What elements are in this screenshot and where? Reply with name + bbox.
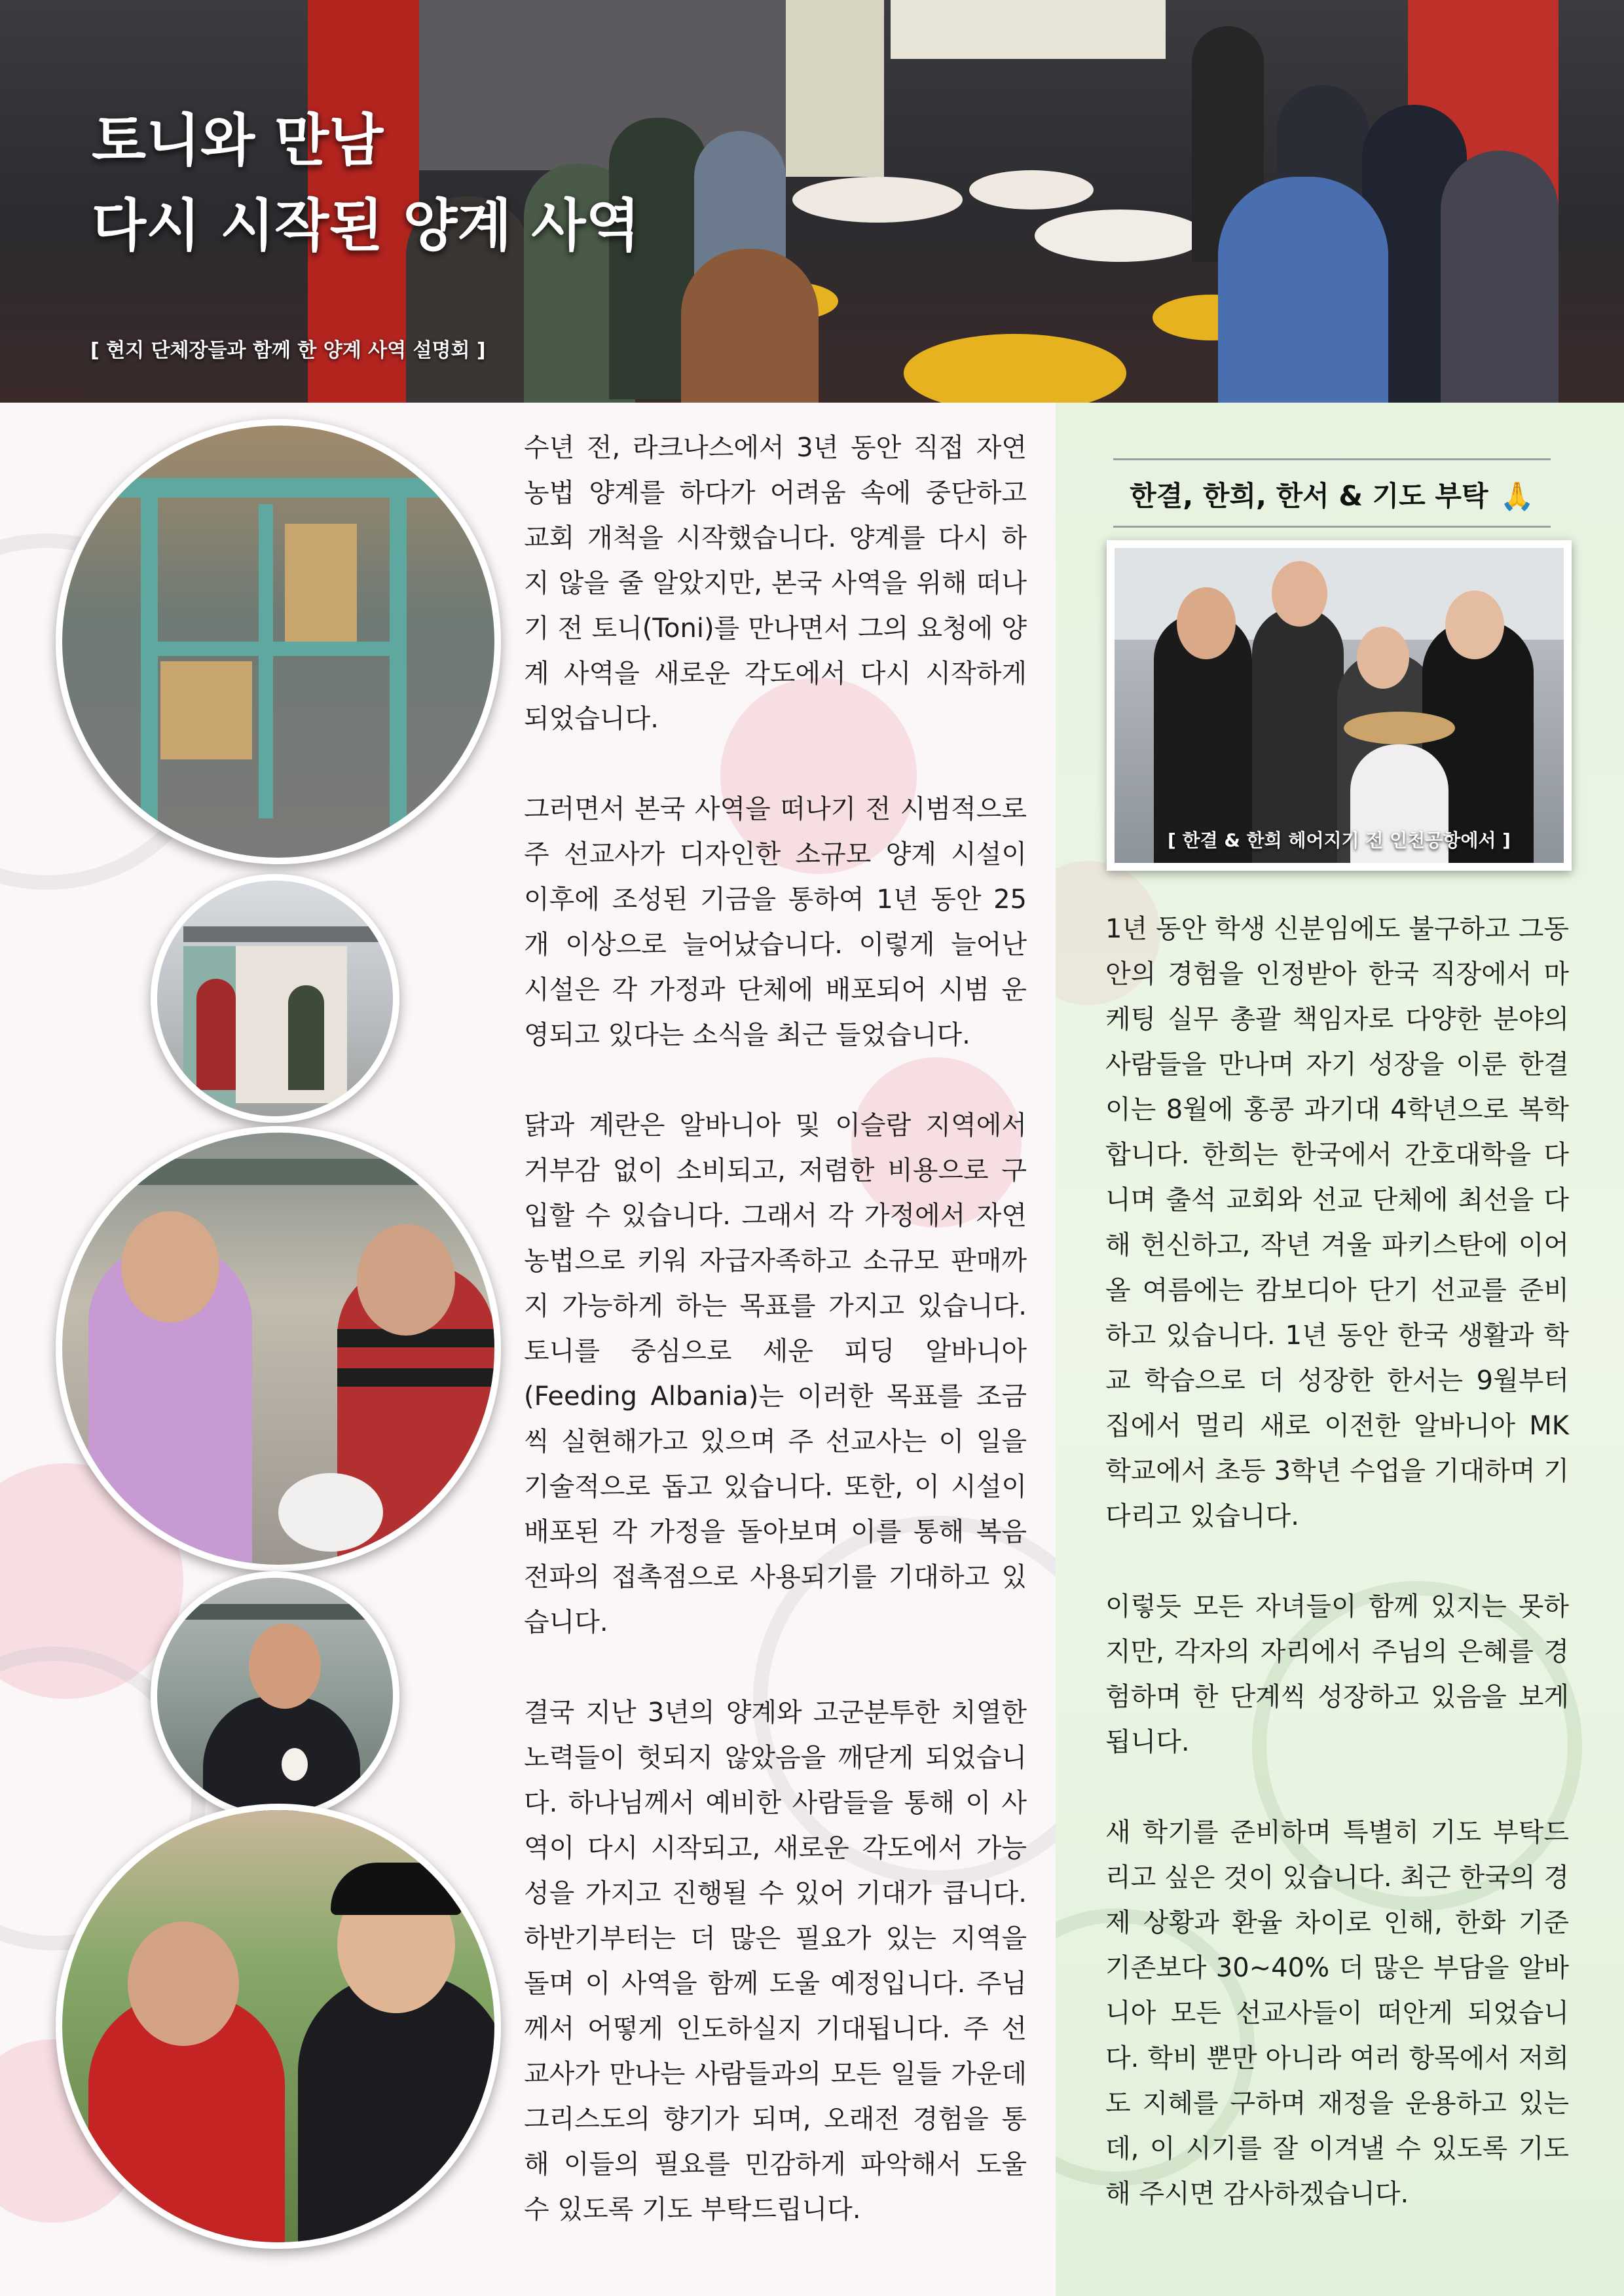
header-photo [0,0,1624,403]
sidebar-article [1105,907,1569,2262]
hero-person [1441,151,1559,403]
sidebar-paragraph-1: 1년 동안 학생 신분임에도 불구하고 그동안의 경험을 인정받아 한국 직장에서 마케팅 실무 총괄 책임자로 다양한 분야의 사람들을 만나며 자기 성장을 이룬 한결이는 8월에 홍콩 과기대 4학년으로 복학합니다. 한희는 한국에서 간호대학을 다니며 출석 교회와 선교 단체에 최선을 다해 헌신하고, 작년 겨울 파키스탄에 이어 올 여름에는 캄보디아 단기 선교를 준비하고 있습니다. 1년 동안 한국 생활과 학교 학습으로 더 성장한 한서는 9월부터 집에서 멀리 새로 이전한 알바니아 MK 학교에서 초등 3학년 수업을 기대하며 기다리고 있습니다. [1105,914,1569,1531]
page-title-line2: 다시 시작된 양계 사역 [92,193,640,259]
main-paragraph-4: 결국 지난 3년의 양계와 고군분투한 치열한 노력들이 헛되지 않았음을 깨닫게 되었습니다. 하나님께서 예비한 사람들을 통해 이 사역이 다시 시작되고, 새로운 각도에서 가능성을 가지고 진행될 수 있어 기대가 큽니다. 하반기부터는 더 많은 필요가 있는 지역을 돌며 이 사역을 함께 도울 예정입니다. 주님께서 어떻게 인도하실지 기대됩니다. 주 선교사가 만나는 사람들과의 모든 일들 가운데 그리스도의 향기가 되며, 오래전 경험을 통해 이들의 필요를 민감하게 파악해서 도울 수 있도록 기도 부탁드립니다. [524,1698,1027,2225]
hero-banner [786,0,884,177]
photo-men-holding-eggs [56,1126,501,1571]
family-photo [1107,540,1572,871]
photo-two-men-outdoors [56,1804,501,2249]
hero-projector-screen [891,0,1166,59]
sidebar-paragraph-2: 이렇듯 모든 자녀들이 함께 있지는 못하지만, 각자의 자리에서 주님의 은혜를 경험하며 한 단계씩 성장하고 있음을 보게 됩니다. [1105,1592,1569,1757]
header-photo-caption: [ 현지 단체장들과 함께 한 양계 사역 설명회 ] [90,339,486,362]
sidebar-paragraph-3: 새 학기를 준비하며 특별히 기도 부탁드리고 싶은 것이 있습니다. 최근 한국의 경제 상황과 환율 차이로 인해, 한화 기준 기존보다 30~40% 더 많은 부담을 알바니아 모든 선교사들이 떠안게 되었습니다. 학비 뿐만 아니라 여러 항목에서 저희도 지혜를 구하며 재정을 운용하고 있는데, 이 시기를 잘 이겨낼 수 있도록 기도해 주시면 감사하겠습니다. [1105,1817,1569,2209]
hero-table [969,170,1094,210]
main-paragraph-1: 수년 전, 라크나스에서 3년 동안 직접 자연 농법 양계를 하다가 어려움 속에 중단하고 교회 개척을 시작했습니다. 양계를 다시 하지 않을 줄 알았지만, 본국 사역을 위해 떠나기 전 토니(Toni)를 만나면서 그의 요청에 양계 사역을 새로운 각도에서 다시 시작하게 되었습니다. [524,433,1027,734]
main-paragraph-3: 닭과 계란은 알바니아 및 이슬람 지역에서 거부감 없이 소비되고, 저렴한 비용으로 구입할 수 있습니다. 그래서 각 가정에서 자연 농법으로 키워 자급자족하고 소규모 판매까지 가능하게 하는 목표를 가지고 있습니다. 토니를 중심으로 세운 피딩 알바니아(Feeding Albania)는 이러한 목표를 조금씩 실현해가고 있으며 주 선교사는 이 일을 기술적으로 돕고 있습니다. 또한, 이 시설이 배포된 각 가정을 돌아보며 이를 통해 복음 전파의 접촉점으로 사용되기를 기대하고 있습니다. [524,1110,1027,1637]
photo-man-with-egg [151,1571,399,1820]
page-title-line1: 토니와 만남 [92,108,384,173]
sidebar-heading-text: 한결, 한희, 한서 & 기도 부탁 [1130,480,1488,512]
family-photo-caption: [ 한결 & 한희 헤어지기 전 인천공항에서 ] [1168,829,1511,851]
main-article [524,426,1027,2278]
sidebar-heading [1113,458,1551,528]
praying-hands-icon: 🙏 [1500,480,1534,512]
hero-table [1035,210,1205,262]
hero-person [1218,177,1388,403]
photo-coop-with-men [151,874,399,1123]
hero-person [681,249,819,403]
page-title [92,98,640,268]
photo-chicken-coop-frame [56,419,501,864]
hero-table-yellow [904,334,1126,403]
hero-table [792,177,963,223]
main-paragraph-2: 그러면서 본국 사역을 떠나기 전 시범적으로 주 선교사가 디자인한 소규모 양계 시설이 이후에 조성된 기금을 통하여 1년 동안 25개 이상으로 늘어났습니다. 이렇게 늘어난 시설은 각 가정과 단체에 배포되어 시범 운영되고 있다는 소식을 최근 들었습니다. [524,794,1027,1050]
